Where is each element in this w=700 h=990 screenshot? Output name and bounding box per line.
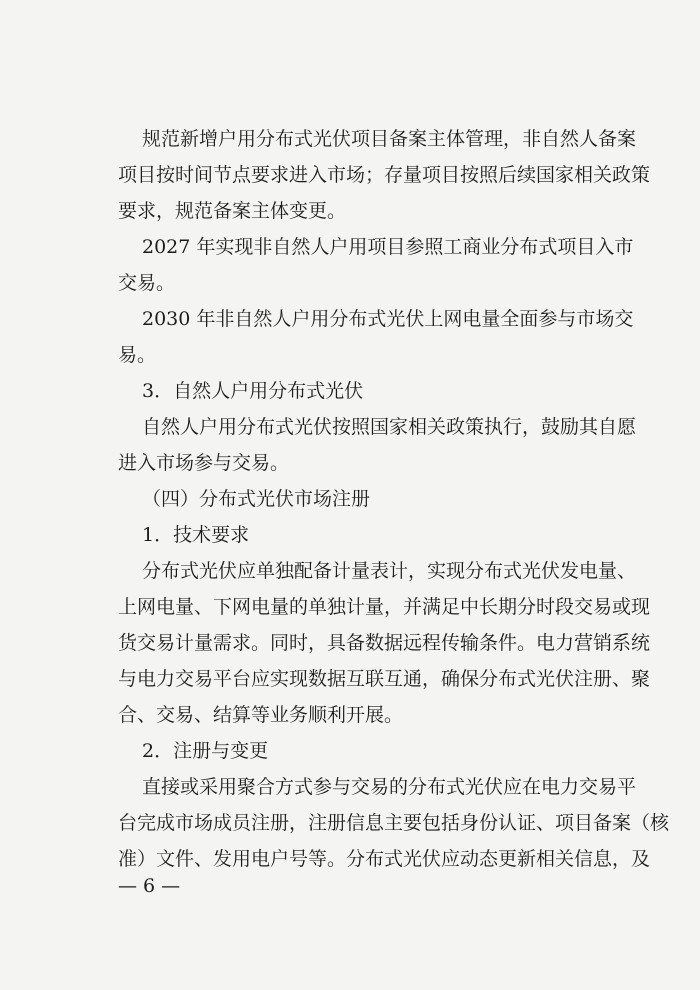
paragraph-line: 分布式光伏应单独配备计量表计，实现分布式光伏发电量、: [142, 560, 637, 582]
paragraph-line: 合、交易、结算等业务顺利开展。: [118, 704, 404, 726]
section-heading: （四）分布式光伏市场注册: [142, 488, 371, 510]
paragraph-line: 2027 年实现非自然人户用项目参照工商业分布式项目入市: [142, 236, 634, 258]
section-heading: 1．技术要求: [142, 524, 250, 546]
paragraph-line: 项目按时间节点要求进入市场；存量项目按照后续国家相关政策: [118, 164, 651, 186]
paragraph-line: 进入市场参与交易。: [118, 452, 290, 474]
paragraph-line: 台完成市场成员注册，注册信息主要包括身份认证、项目备案（核: [118, 812, 670, 834]
paragraph-line: 直接或采用聚合方式参与交易的分布式光伏应在电力交易平: [142, 776, 637, 798]
section-heading: 2．注册与变更: [142, 740, 269, 762]
paragraph-line: 要求，规范备案主体变更。: [118, 200, 347, 222]
paragraph-line: 交易。: [118, 272, 176, 294]
paragraph-line: 规范新增户用分布式光伏项目备案主体管理，非自然人备案: [142, 128, 637, 150]
paragraph-line: 上网电量、下网电量的单独计量，并满足中长期分时段交易或现: [118, 596, 651, 618]
page-number: — 6 —: [118, 875, 181, 897]
section-heading: 3．自然人户用分布式光伏: [142, 380, 364, 402]
paragraph-line: 自然人户用分布式光伏按照国家相关政策执行，鼓励其自愿: [142, 416, 637, 438]
paragraph-line: 货交易计量需求。同时，具备数据远程传输条件。电力营销系统: [118, 632, 651, 654]
paragraph-line: 与电力交易平台应实现数据互联互通，确保分布式光伏注册、聚: [118, 668, 651, 690]
paragraph-line: 2030 年非自然人户用分布式光伏上网电量全面参与市场交: [142, 308, 634, 330]
paragraph-line: 易。: [118, 344, 157, 366]
paragraph-line: 准）文件、发用电户号等。分布式光伏应动态更新相关信息，及: [118, 848, 651, 870]
